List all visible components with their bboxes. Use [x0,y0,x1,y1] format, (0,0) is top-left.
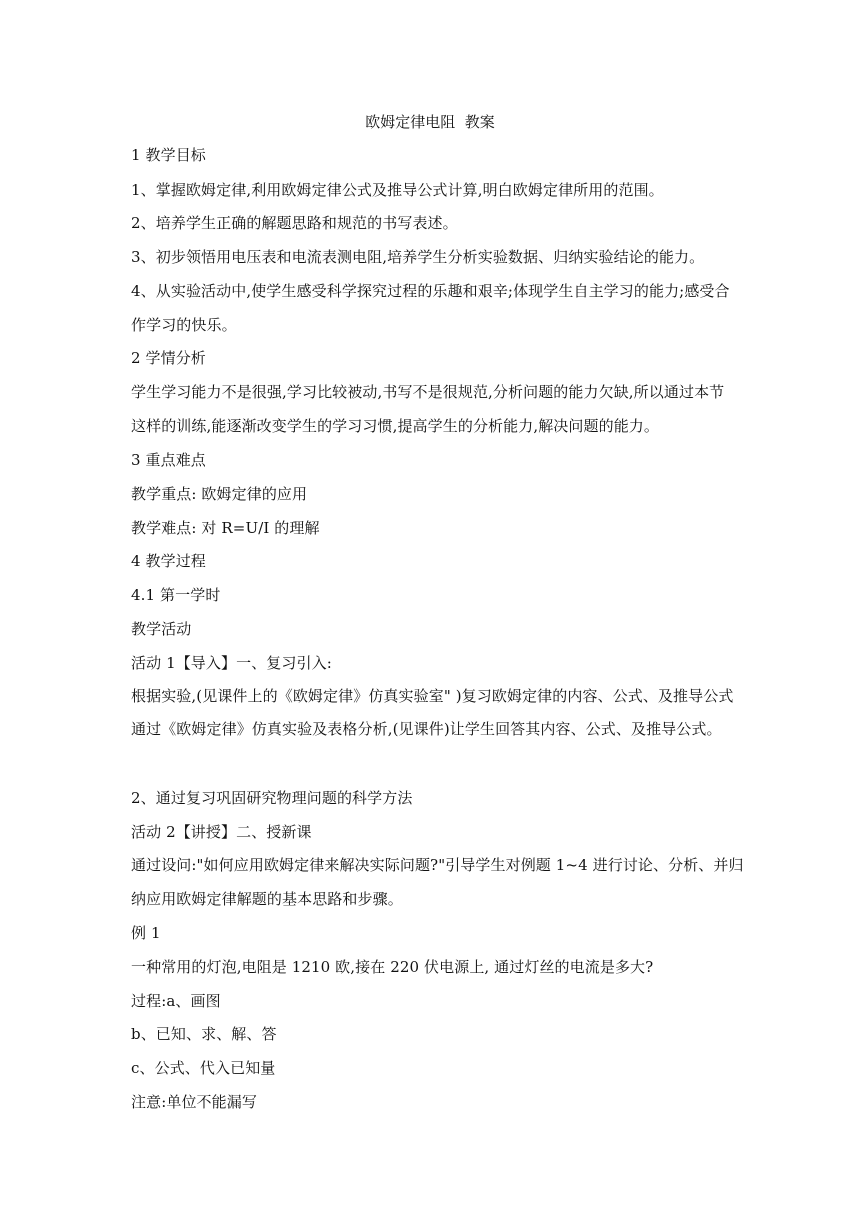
activity-2-paragraph-line-2: 纳应用欧姆定律解题的基本思路和步骤。 [131,890,403,908]
section-heading-analysis: 2 学情分析 [131,349,206,367]
objective-item-4: 4、从实验活动中,使学生感受科学探究过程的乐趣和艰辛;体现学生自主学习的能力;感受合 [131,282,730,300]
analysis-paragraph-line-1: 学生学习能力不是很强,学习比较被动,书写不是很规范,分析问题的能力欠缺,所以通过本节 [131,383,725,401]
process-step-a: 过程:a、画图 [131,992,221,1010]
review-method-line: 2、通过复习巩固研究物理问题的科学方法 [131,789,413,807]
activity-2-heading: 活动 2【讲授】二、授新课 [131,823,312,841]
example-1-question: 一种常用的灯泡,电阻是 1210 欧,接在 220 伏电源上, 通过灯丝的电流是多大? [131,958,654,976]
objective-item-3: 3、初步领悟用电压表和电流表测电阻,培养学生分析实验数据、归纳实验结论的能力。 [131,248,705,266]
subsection-first-period: 4.1 第一学时 [131,586,221,604]
process-note: 注意:单位不能漏写 [131,1093,257,1111]
process-step-b: b、已知、求、解、答 [131,1025,277,1043]
objective-item-4-continued: 作学习的快乐。 [131,316,237,334]
section-heading-process: 4 教学过程 [131,552,206,570]
key-point-focus: 教学重点: 欧姆定律的应用 [131,485,308,503]
activity-1-paragraph-line-1: 根据实验,(见课件上的《欧姆定律》仿真实验室" )复习欧姆定律的内容、公式、及推导公式 [131,687,734,705]
analysis-paragraph-line-2: 这样的训练,能逐渐改变学生的学习习惯,提高学生的分析能力,解决问题的能力。 [131,417,660,435]
objective-item-1: 1、掌握欧姆定律,利用欧姆定律公式及推导公式计算,明白欧姆定律所用的范围。 [131,181,664,199]
teaching-activity-heading: 教学活动 [131,620,192,638]
activity-1-paragraph-line-2: 通过《欧姆定律》仿真实验及表格分析,(见课件)让学生回答其内容、公式、及推导公式。 [131,720,722,738]
activity-2-paragraph-line-1: 通过设问:"如何应用欧姆定律来解决实际问题?"引导学生对例题 1~4 进行讨论、分析、并归 [131,856,744,874]
section-heading-objectives: 1 教学目标 [131,146,206,164]
section-heading-key-points: 3 重点难点 [131,451,206,469]
process-step-c: c、公式、代入已知量 [131,1059,276,1077]
document-title: 欧姆定律电阻 教案 [365,113,495,131]
objective-item-2: 2、培养学生正确的解题思路和规范的书写表述。 [131,214,458,232]
key-point-difficulty: 教学难点: 对 R=U/I 的理解 [131,519,320,537]
activity-1-heading: 活动 1【导入】一、复习引入: [131,654,332,672]
example-1-label: 例 1 [131,924,161,942]
